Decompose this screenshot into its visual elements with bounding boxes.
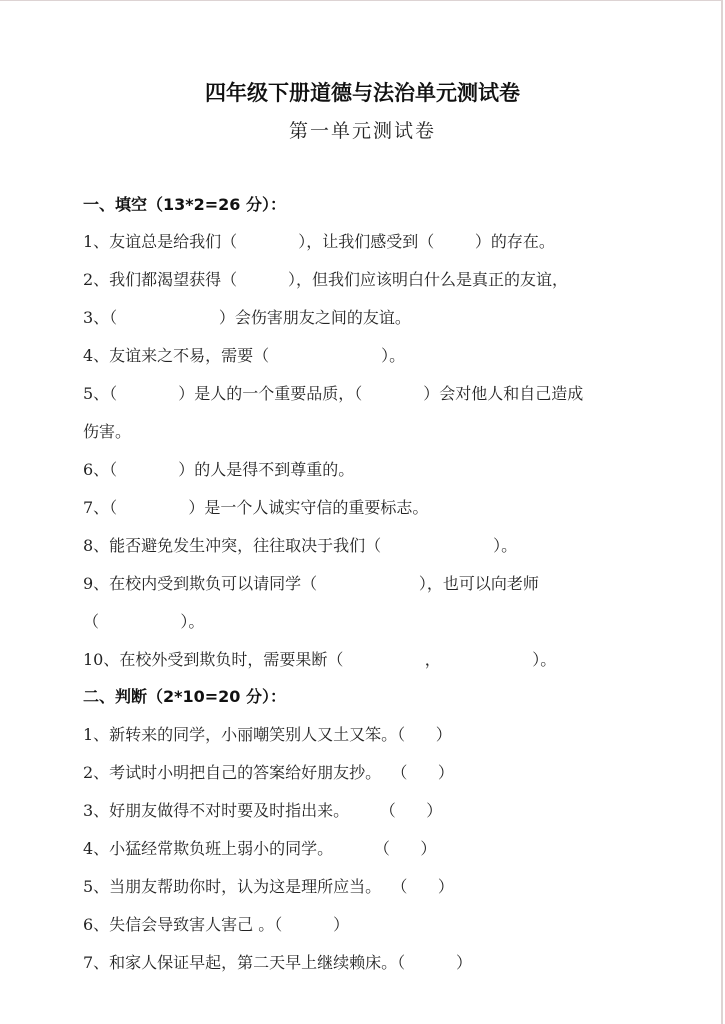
section-heading-fill-blank: 一、填空（13*2=26 分）：	[83, 195, 287, 214]
section-heading-true-false: 二、判断（2*10=20 分）：	[83, 687, 287, 706]
fill-blank-item-6: 6、（ ）的人是得不到尊重的。	[83, 460, 355, 479]
true-false-item-6: 6、失信会导致害人害己 。（ ）	[83, 915, 350, 934]
fill-blank-item-4: 4、友谊来之不易，需要（ ）。	[83, 346, 406, 365]
true-false-item-7: 7、和家人保证早起，第二天早上继续赖床。（ ）	[83, 953, 473, 972]
true-false-item-2: 2、考试时小明把自己的答案给好朋友抄。 （ ）	[83, 763, 454, 782]
page-subtitle: 第一单元测试卷	[288, 120, 436, 142]
fill-blank-item-1: 1、友谊总是给我们（ ），让我们感受到（ ）的存在。	[83, 232, 555, 251]
fill-blank-item-7: 7、（ ）是一个人诚实守信的重要标志。	[83, 498, 429, 517]
true-false-item-5: 5、当朋友帮助你时，认为这是理所应当。 （ ）	[83, 877, 454, 896]
fill-blank-item-3: 3、（ ）会伤害朋友之间的友谊。	[83, 308, 411, 327]
true-false-item-1: 1、新转来的同学，小丽嘲笑别人又土又笨。（ ）	[83, 725, 452, 744]
fill-blank-item-9-cont: （ ）。	[83, 612, 205, 631]
page-title: 四年级下册道德与法治单元测试卷	[205, 81, 520, 105]
fill-blank-item-5-cont: 伤害。	[83, 422, 132, 441]
fill-blank-item-8: 8、能否避免发生冲突，往往取决于我们（ ）。	[83, 536, 518, 555]
fill-blank-item-2: 2、我们都渴望获得（ ），但我们应该明白什么是真正的友谊，	[83, 270, 569, 289]
true-false-item-3: 3、好朋友做得不对时要及时指出来。 （ ）	[83, 801, 443, 820]
true-false-item-4: 4、小猛经常欺负班上弱小的同学。 （ ）	[83, 839, 437, 858]
fill-blank-item-10: 10、在校外受到欺负时，需要果断（ ， ）。	[83, 650, 557, 669]
fill-blank-item-5: 5、（ ）是人的一个重要品质，（ ）会对他人和自己造成	[83, 384, 584, 403]
fill-blank-item-9: 9、在校内受到欺负可以请同学（ ），也可以向老师	[83, 574, 539, 593]
